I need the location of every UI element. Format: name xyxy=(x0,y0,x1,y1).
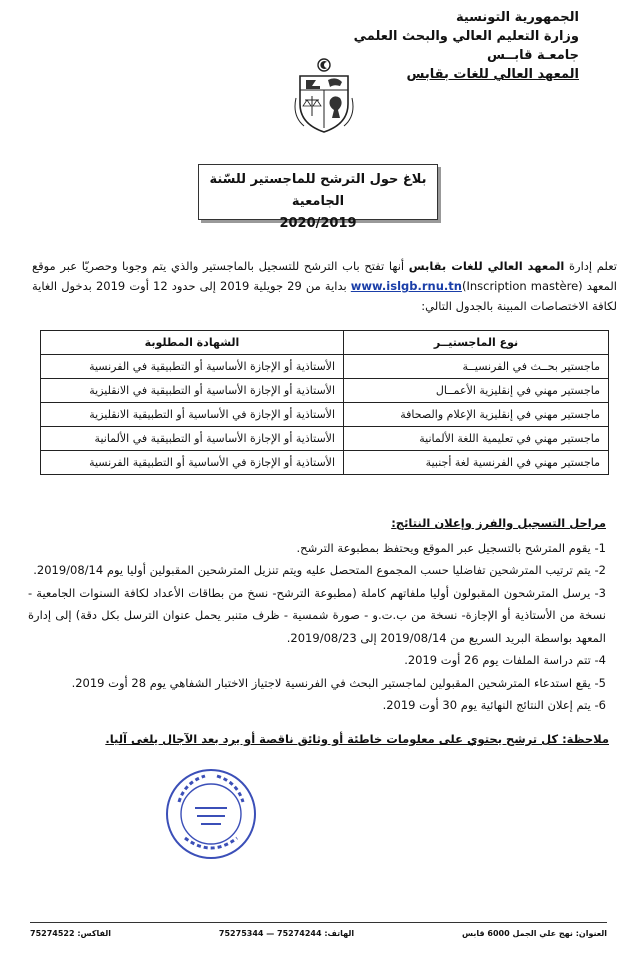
institute-name: المعهد العالي للغات بقابس xyxy=(406,67,579,82)
registration-stages xyxy=(28,512,606,717)
column-header-master-type: نوع الماجستيــر xyxy=(344,331,609,355)
required-degree-cell: الأستاذية أو الإجازة الأساسية أو التطبيقية في الألمانية xyxy=(41,427,344,451)
footer-fax: الفاكس: 75274522 xyxy=(30,929,111,938)
column-header-required-degree: الشهادة المطلوبة xyxy=(41,331,344,355)
note-text: ملاحظة: كل ترشح يحتوي على معلومات خاطئة أو وثائق ناقصة أو يرد بعد الآجال يلغى آليا. xyxy=(105,732,609,746)
title-text: بلاغ حول الترشح للماجستير للسّنة الجامعية xyxy=(209,172,427,209)
intro-part4: الاختصاصات المبينة بالجدول التالي: xyxy=(421,299,589,313)
ministry-name: وزارة التعليم العالي والبحث العلمي xyxy=(353,29,579,44)
required-degree-cell: الأستاذية أو الإجازة في الأساسية أو التطبيقية الفرنسية xyxy=(41,451,344,475)
table-row xyxy=(41,451,609,475)
intro-part3: (Inscription mastère) بداية من 29 جويلية 2019 إلى حدود 12 أوت 2019 بدخول الغاية لكافة xyxy=(32,279,617,313)
stage-item: 3- يرسل المترشحون المقبولون أوليا ملفاتهم كاملة (مطبوعة الترشح- نسخ من بطاقات الأعداد لكافة السنوات الجامعية - نسخة من الأستاذية أو الإجازة- نسخة من ب.ت.و - صورة شمسية - ظرف متنبر يحمل عنوان الترسل بكل دقة) إلى إدارة المعهد بواسطة البريد السريع من 2019/08/14 إلى 2019/08/23. xyxy=(28,585,606,645)
master-type-cell: ماجستير مهني في إنقليزية الإعلام والصحافة xyxy=(344,403,609,427)
master-type-cell: ماجستير مهني في إنقليزية الأعمــال xyxy=(344,379,609,403)
table-row xyxy=(41,379,609,403)
footer-phone: الهاتف: 75274244 — 75275344 xyxy=(218,929,355,938)
tunisia-coat-of-arms-icon xyxy=(294,56,354,136)
table-header-row xyxy=(41,331,609,355)
master-type-cell: ماجستير مهني في تعليمية اللغة الألمانية xyxy=(344,427,609,451)
academic-year: 2020/2019 xyxy=(279,216,357,231)
masters-table xyxy=(40,330,609,475)
required-degree-cell: الأستاذية أو الإجازة في الأساسية أو التطبيقية الانقليزية xyxy=(41,403,344,427)
table-row xyxy=(41,427,609,451)
university-name: جامعـة قابــس xyxy=(486,48,579,63)
intro-part2: أنها تفتح باب الترشح للتسجيل بالماجستير والذي يتم وجوبا وحصريّا عبر موقع المعهد xyxy=(32,259,617,293)
master-type-cell: ماجستير بحــث في الفرنسيــة xyxy=(344,355,609,379)
stages-heading: مراحل التسجيل والفرز وإعلان النتائج: xyxy=(391,516,606,530)
required-degree-cell: الأستاذية أو الإجازة الأساسية أو التطبيقية في الانقليزية xyxy=(41,379,344,403)
stage-item: 2- يتم ترتيب المترشحين تفاضليا حسب المجموع المتحصل عليه ويتم تنزيل المترشحين المقبولين أوليا يوم 2019/08/14. xyxy=(33,563,606,577)
master-type-cell: ماجستير مهني في الفرنسية لغة أجنبية xyxy=(344,451,609,475)
announcement-title xyxy=(198,164,438,231)
stage-item: 1- يقوم المترشح بالتسجيل عبر الموقع ويحتفظ بمطبوعة الترشح. xyxy=(296,540,606,555)
stage-item: 5- يقع استدعاء المترشحين المقبولين لماجستير البحث في الفرنسية لاجتياز الاختبار الشفاهي يوم 28 أوت 2019. xyxy=(71,675,606,690)
table-row xyxy=(41,355,609,379)
republic-name: الجمهورية التونسية xyxy=(455,10,579,25)
stage-item: 4- تتم دراسة الملفات يوم 26 أوت 2019. xyxy=(404,653,606,667)
ministry-header xyxy=(339,8,579,84)
footer xyxy=(30,928,607,940)
intro-paragraph xyxy=(32,256,617,316)
footer-address: العنوان: نهج علي الجمل 6000 قابس xyxy=(462,929,607,938)
intro-part1: تعلم إدارة xyxy=(564,259,617,273)
institute-website-link[interactable]: www.islgb.rnu.tn xyxy=(350,279,462,293)
footer-divider xyxy=(30,922,607,923)
intro-institute: المعهد العالي للغات بقابس xyxy=(408,259,565,273)
table-row xyxy=(41,403,609,427)
required-degree-cell: الأستاذية أو الإجازة الأساسية أو التطبيقية في الفرنسية xyxy=(41,355,344,379)
official-stamp-icon xyxy=(165,768,257,860)
stage-item: 6- يتم إعلان النتائج النهائية يوم 30 أوت 2019. xyxy=(382,698,606,712)
